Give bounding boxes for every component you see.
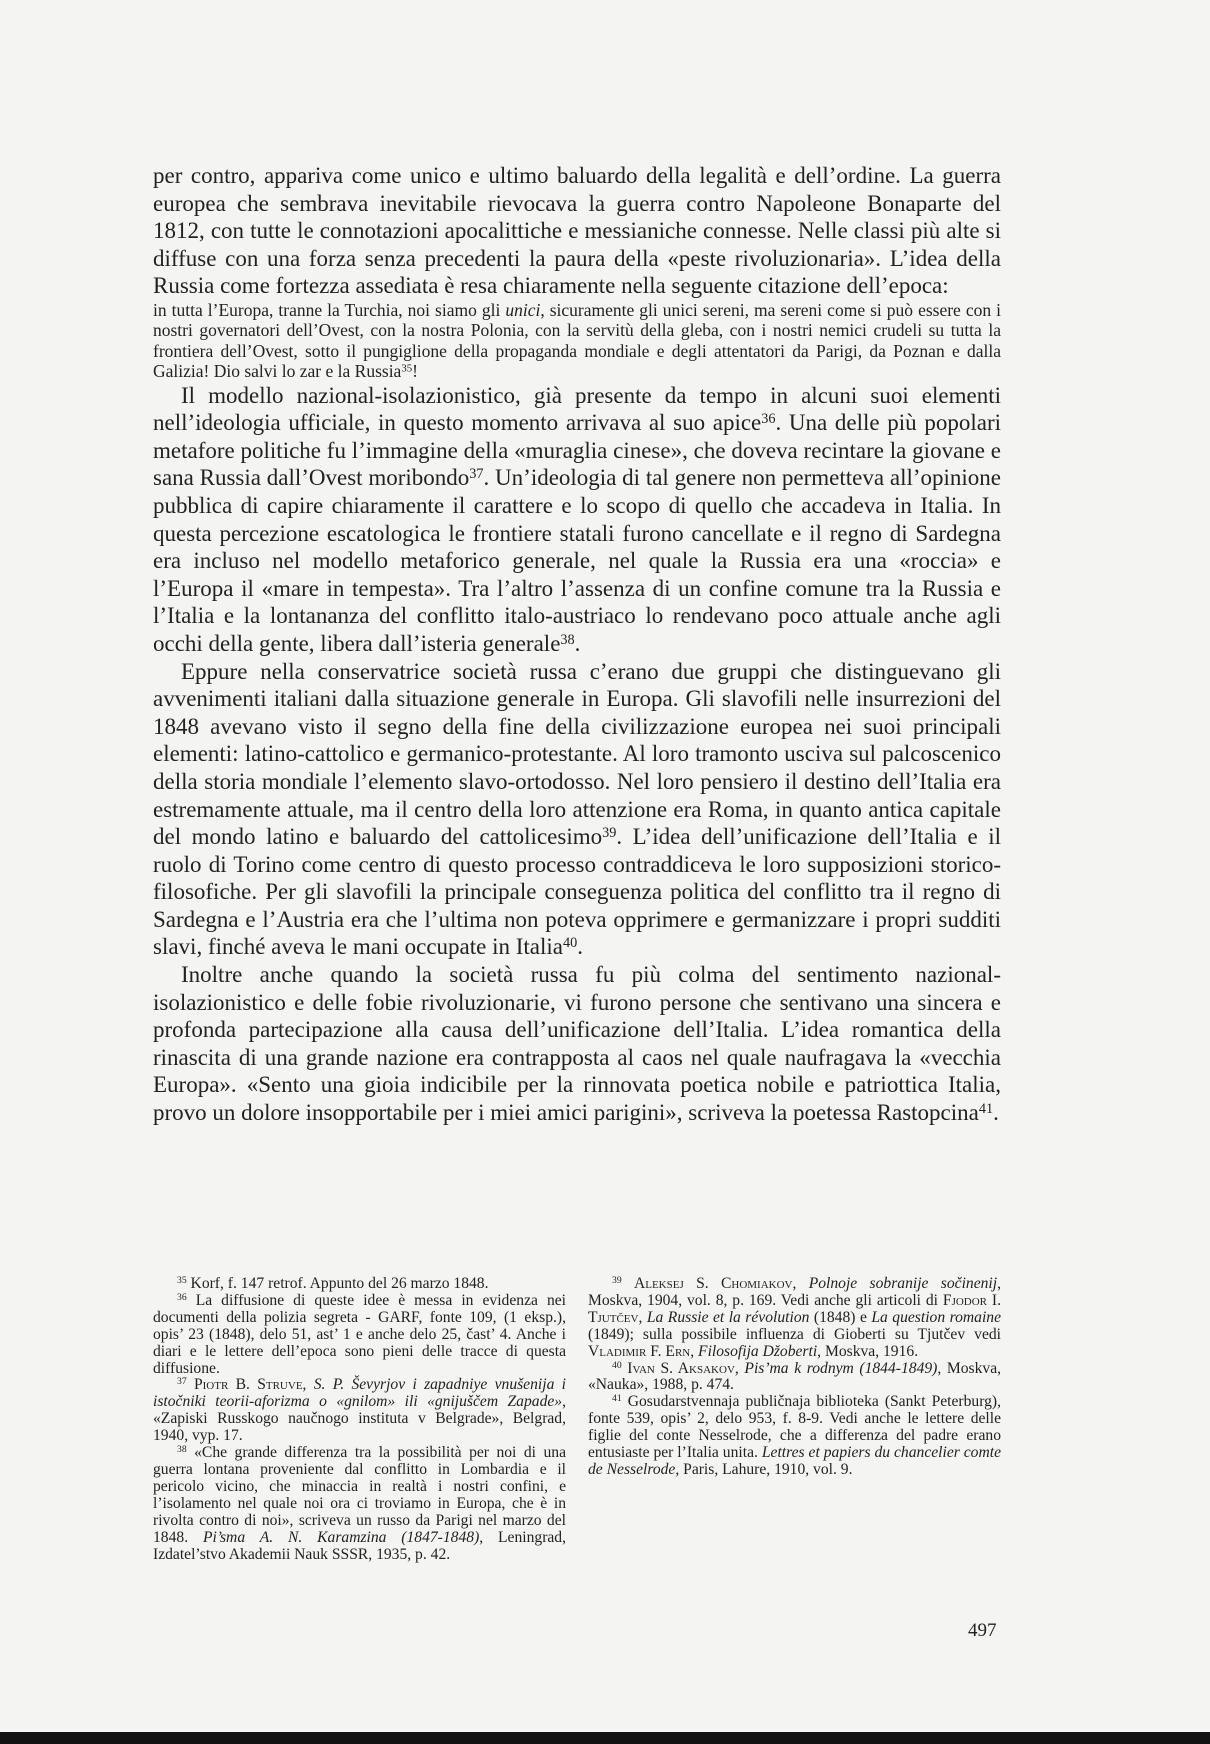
footnote-text: Gosudarstvennaja publičnaja biblioteka (Sankt Peterburg), fonte 539, opis’ 2, delo 953, f. 8-9. Vedi anche le lettere delle figlie del conte Nesselrode, che a differenza del padre erano entusiaste per l’Italia unita. (588, 1393, 1001, 1462)
footnote-title: Pi’sma A. N. Karamzina (1847-1848) (202, 1528, 480, 1546)
main-text (153, 162, 1001, 1127)
footnote-author: Fjodor I. Tjutčev (588, 1291, 1001, 1326)
footnote-title: Filosofija Džoberti (698, 1342, 818, 1360)
footnote-title: S. P. Ševyrjov i zapadniye vnušenija i istočniki teorii-aforizma o «gnilom» ili «gnijuščem Zapade» (153, 1376, 566, 1411)
footnote-ref-38[interactable]: 38 (560, 631, 575, 648)
footnote-text: , Moskva, «Nauka», 1988, p. 474. (588, 1359, 1002, 1394)
footnote-author: Ivan S. Aksakov (627, 1359, 735, 1377)
footnote-text: La diffusione di queste idee è messa in evidenza nei documenti della polizia segreta - GARF, fonte 109, (1 eksp.), opis’ 23 (1848), delo 51, ast’ 1 e anche delo 25, čast’ 4. Anche i diari e le lettere dell’epoca sono pieni delle tracce di questa diffusione. (153, 1291, 566, 1377)
footnotes-left-column (153, 1276, 566, 1563)
footnote-ref-39[interactable]: 39 (602, 824, 617, 841)
quote-text: ! (412, 361, 418, 382)
footnote-number: 38 (177, 1444, 187, 1456)
footnote-ref-35[interactable]: 35 (401, 362, 413, 375)
footnote-title: Polnoje sobranije sočinenij (808, 1275, 998, 1292)
footnote-41 (588, 1394, 1001, 1479)
footnote-text: , «Zapiski Russkogo naučnogo instituta v Belgrade», Belgrad, 1940, vyp. 17. (153, 1393, 566, 1445)
paragraph-text: Eppure nella conservatrice società russa c’erano due gruppi che distinguevano gli avvenimenti italiani dalla situazione generale in Europa. Gli slavofili nelle insurrezioni del 1848 avevano visto il segno della fine della civilizzazione europea nei suoi principali elementi: latino-cattolico e germanico-protestante. Al loro tramonto usciva sul palcoscenico della storia mondiale l’elemento slavo-ortodosso. Nel loro pensiero il destino dell’Italia era estremamente attuale, ma il centro della loro attenzione era Roma, in quanto antica capitale del mondo latino e baluardo del cattolicesimo (153, 658, 1001, 850)
footnote-number: 39 (612, 1275, 622, 1287)
quote-emphasis: unici (505, 299, 541, 320)
footnote-39: $^{39}$ Aleksej S. Chomiakov, Polnoje sobranije sočinenij, Moskva, 1904, vol. 8, p. 169. Vedi anche gli articoli di Fjodor I. Tjutčev, La Russie et la révolution (1848) e La question romaine (1849); sulla possibile influenza di Gioberti su Tjutčev vedi Vladimir F. Ern, Filosofija Džoberti, Moskva, 1916. (588, 1275, 1001, 1360)
footnote-text: , (302, 1376, 314, 1394)
paragraph-text: . L’idea dell’unificazione dell’Italia e il ruolo di Torino come centro di questo processo contraddiceva le loro supposizioni storico-filosofiche. Per gli slavofili la principale conseguenza politica del conflitto tra il regno di Sardegna e l’Austria era che l’ultima non poteva opprimere e germanizzare i propri sudditi slavi, finché aveva le mani occupate in Italia (153, 824, 1001, 960)
page-number: 497 (968, 1620, 997, 1641)
footnote-36 (153, 1293, 566, 1378)
footnote-ref-40[interactable]: 40 (562, 935, 578, 952)
footnote-text: , Leningrad, Izdatel’stvo Akademii Nauk SSSR, 1935, p. 42. (153, 1528, 566, 1563)
paragraph-text: . Un’ideologia di tal genere non permetteva all’opinione pubblica di capire chiaramente il carattere e lo scopo di quello che accadeva in Italia. In questa percezione escatologica le frontiere statali furono cancellate e il regno di Sardegna era incluso nel modello metaforico generale, nel quale la Russia era una «roccia» e l’Europa il «mare in tempesta». Tra l’altro l’assenza di un confine comune tra la Russia e l’Italia e la lontananza del conflitto italo-austriaco lo rendevano poco attuale anche agli occhi della gente, libera dall’isteria generale (153, 465, 1001, 656)
footnote-text: (1848) e (809, 1308, 872, 1326)
footnote-number: 37 (177, 1376, 187, 1388)
quote-text: , sicuramente gli unici sereni, ma sereni come si può essere con i nostri governatori dell’Ovest, con la nostra Polonia, con la servitù della gleba, con i nostri nemici crudeli su tutta la frontiera dell’Ovest, sotto il pungiglione della propaganda mondiale e degli attentatori da Parigi, da Poznan e dalla Galizia! Dio salvi lo zar e la Russia (153, 299, 1001, 382)
paragraph-2 (153, 382, 1001, 658)
footnote-text: , Moskva, 1916. (817, 1342, 919, 1360)
paragraph-4 (153, 961, 1001, 1127)
footnote-text: Korf, f. 147 retrof. Appunto del 26 marzo 1848. (186, 1275, 489, 1292)
paragraph-text: . (993, 1100, 999, 1126)
footnote-text: (1849); sulla possibile influenza di Gioberti su Tjutčev vedi (588, 1325, 1001, 1343)
paragraph-text: Inoltre anche quando la società russa fu più colma del sentimento nazional-isolazionistico e delle fobie rivoluzionarie, vi furono persone che sentivano una sincera e profonda partecipazione alla causa dell’unificazione dell’Italia. L’idea romantica della rinascita di una grande nazione era contrapposta al caos nel quale naufragava la «vecchia Europa». «Sento una gioia indicibile per la rinnovata poetica nobile e patriottica Italia, provo un dolore insopportabile per i miei amici parigini», scriveva la poetessa Rastopcina (153, 962, 1001, 1126)
footnote-text: , Paris, Lahure, 1910, vol. 9. (675, 1460, 853, 1478)
footnote-ref-37[interactable]: 37 (469, 466, 484, 483)
footnote-title: La question romaine (871, 1308, 1001, 1326)
footnote-author: Piotr B. Struve (193, 1376, 303, 1394)
block-quote (153, 300, 1001, 382)
footnote-author: Vladimir F. Ern (588, 1342, 691, 1360)
footnote-35 (153, 1276, 566, 1293)
footnote-number: 41 (612, 1393, 622, 1405)
footnote-text: «Che grande differenza tra la possibilità per noi di una guerra lontana proveniente dal conflitto in Lombardia e il pericolo vicino, che minaccia in realtà i nostri confini, e l’isolamento nel quale noi ora ci troviamo in Europa, che è in rivolta contro di noi», scriveva un russo da Parigi nel marzo del 1848. (153, 1444, 566, 1546)
footnotes (153, 1276, 1001, 1563)
footnote-40: $^{40}$ Ivan S. Aksakov, Pis’ma k rodnym (1844-1849), Moskva, «Nauka», 1988, p. 474. (588, 1359, 1002, 1394)
footnote-number: 36 (177, 1292, 187, 1304)
paragraph-3 (153, 658, 1001, 962)
footnote-title: Pis’ma k rodnym (1844-1849) (744, 1359, 938, 1377)
footnote-38 (153, 1445, 566, 1563)
footnote-ref-36[interactable]: 36 (761, 411, 776, 428)
paragraph-1: per contro, appariva come unico e ultimo baluardo della legalità e dell’ordine. La guerra europea che sembrava inevitabile rievocava la guerra contro Napoleone Bonaparte del 1812, con tutte le connotazioni apocalittiche e messianiche connesse. Nelle classi più alte si diffuse con una forza senza precedenti la paura della «peste rivoluzionaria». L’idea della Russia come fortezza assediata è resa chiaramente nella seguente citazione dell’epoca: (153, 163, 1001, 299)
footnote-number: 40 (612, 1359, 622, 1371)
footnote-number: 35 (177, 1275, 187, 1287)
scan-edge-bar (0, 1732, 1210, 1744)
paragraph-text: . (574, 630, 581, 656)
footnote-title: La Russie et la révolution (646, 1308, 810, 1326)
footnotes-right-column (588, 1276, 1001, 1563)
paragraph-text: Il modello nazional-isolazionistico, già presente da tempo in alcuni suoi elementi nell’ideologia ufficiale, in questo momento arrivava al suo apice (153, 382, 1001, 436)
footnote-text: , Moskva, 1904, vol. 8, p. 169. Vedi anche gli articoli di (588, 1275, 1001, 1309)
paragraph-text: . (577, 934, 583, 960)
quote-text: in tutta l’Europa, tranne la Turchia, noi siamo gli (153, 299, 506, 320)
footnote-author: Aleksej S. Chomiakov (633, 1275, 793, 1292)
paragraph-text: . Una delle più popolari metafore politiche fu l’immagine della «muraglia cinese», che doveva recintare la giovane e sana Russia dall’Ovest moribondo (153, 410, 1001, 491)
footnote-title: Lettres et papiers du chancelier comte de Nesselrode (588, 1444, 1001, 1478)
footnote-ref-41[interactable]: 41 (978, 1100, 994, 1117)
footnote-37 (153, 1377, 566, 1445)
